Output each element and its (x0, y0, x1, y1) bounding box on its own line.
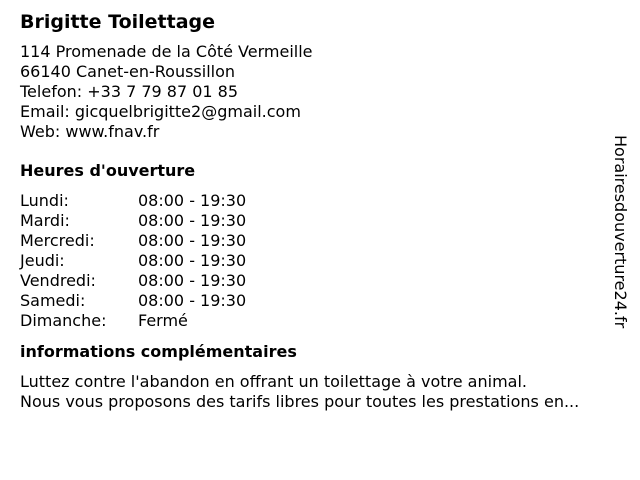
email-address: Email: gicquelbrigitte2@gmail.com (20, 102, 301, 121)
hours-day: Vendredi: (20, 271, 96, 290)
hours-time: 08:00 - 19:30 (138, 291, 247, 310)
hours-day: Mercredi: (20, 231, 95, 250)
hours-time: 08:00 - 19:30 (138, 271, 247, 290)
info-line: Nous vous proposons des tarifs libres pour toutes les prestations en... (20, 392, 580, 411)
side-brand-watermark: Horairesdouverture24.fr (611, 135, 630, 329)
hours-row (20, 211, 246, 231)
hours-table (20, 191, 246, 331)
business-name: Brigitte Toilettage (20, 11, 216, 33)
hours-day: Lundi: (20, 191, 69, 210)
hours-row (20, 191, 246, 211)
hours-day: Jeudi: (20, 251, 65, 270)
info-heading: informations complémentaires (20, 342, 297, 361)
hours-time: 08:00 - 19:30 (138, 211, 247, 230)
info-line: Luttez contre l'abandon en offrant un toilettage à votre animal. (20, 372, 527, 391)
hours-row (20, 311, 246, 331)
hours-time: Fermé (138, 311, 188, 330)
hours-day: Samedi: (20, 291, 86, 310)
hours-day: Mardi: (20, 211, 70, 230)
street-address: 114 Promenade de la Côté Vermeille (20, 42, 313, 61)
hours-time: 08:00 - 19:30 (138, 191, 247, 210)
hours-day: Dimanche: (20, 311, 107, 330)
contact-block (20, 42, 632, 142)
hours-time: 08:00 - 19:30 (138, 251, 247, 270)
hours-row (20, 271, 246, 291)
hours-row (20, 291, 246, 311)
phone-number: Telefon: +33 7 79 87 01 85 (20, 82, 239, 101)
hours-time: 08:00 - 19:30 (138, 231, 247, 250)
business-card (20, 10, 632, 412)
city-address: 66140 Canet-en-Roussillon (20, 62, 236, 81)
hours-row (20, 251, 246, 271)
hours-heading: Heures d'ouverture (20, 161, 196, 180)
hours-row (20, 231, 246, 251)
info-text (20, 372, 632, 412)
website: Web: www.fnav.fr (20, 122, 160, 141)
